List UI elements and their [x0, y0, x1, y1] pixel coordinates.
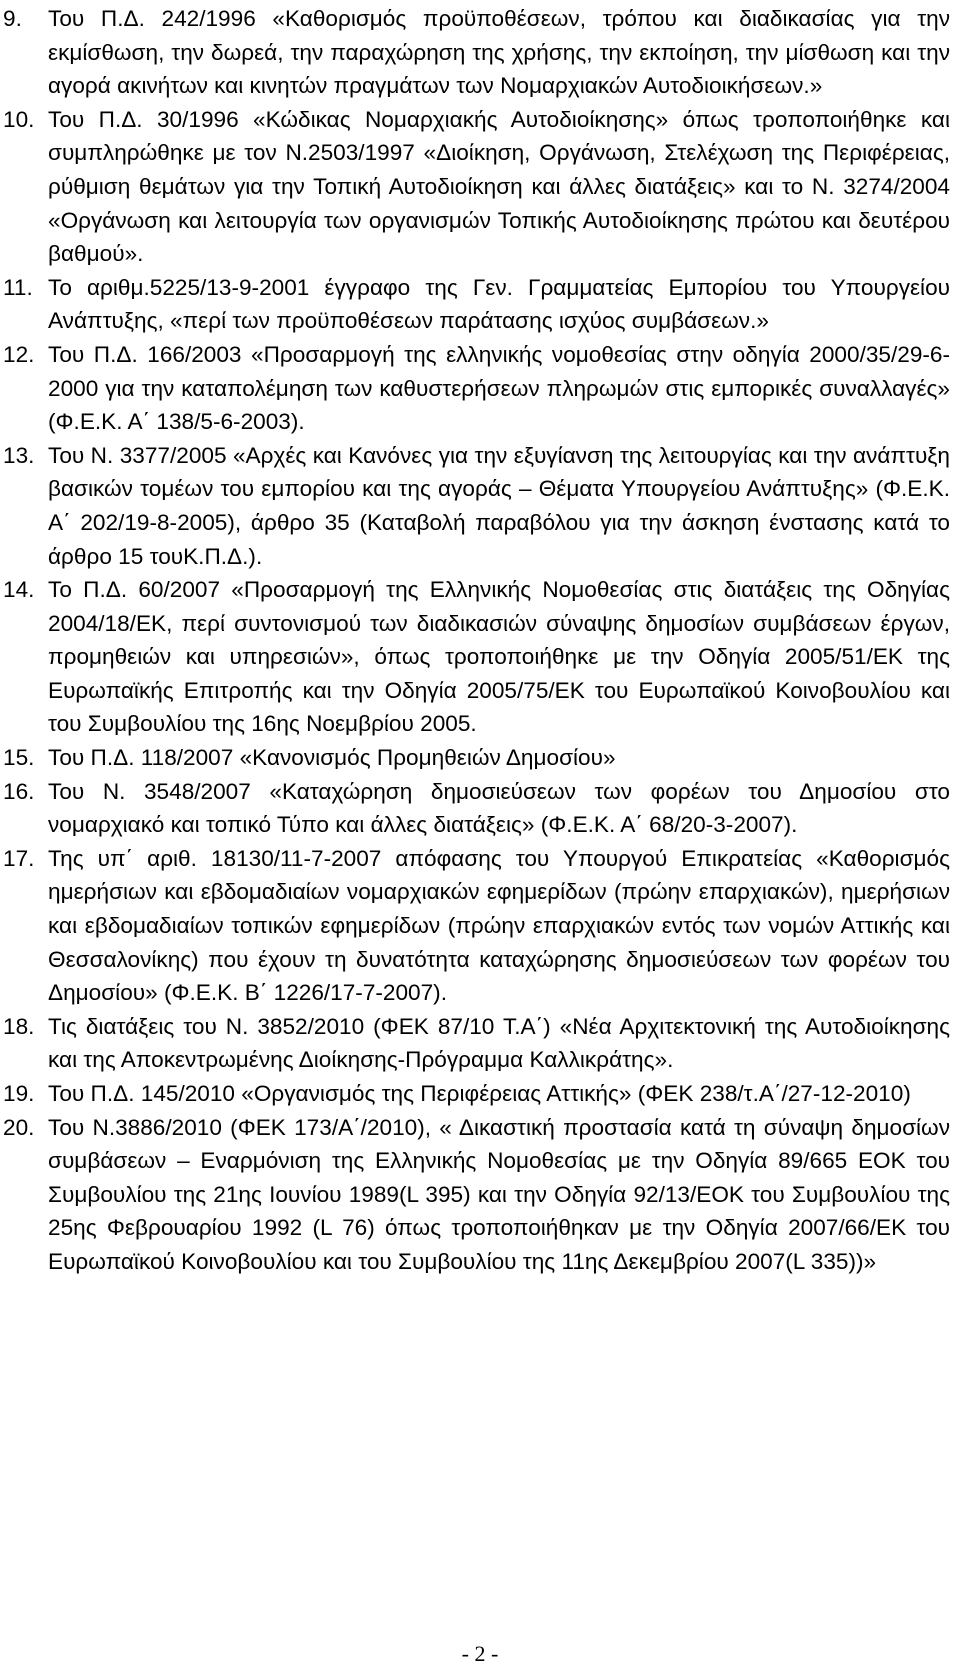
item-text: Το αριθμ.5225/13-9-2001 έγγραφο της Γεν. Γραμματείας Εμπορίου του Υπουργείου Ανάπτυξης, «περί των προϋποθέσεων παράτασης ισχύος συμβάσεων.» [48, 274, 950, 334]
list-item [0, 1111, 960, 1279]
item-number: 13. [3, 442, 35, 468]
item-number: 11. [3, 274, 33, 300]
item-text: Της υπ΄ αριθ. 18130/11-7-2007 απόφασης του Υπουργού Επικρατείας «Καθορισμός ημερήσιων και εβδομαδιαίων νομαρχιακών εφημερίδων (πρώην επαρχιακών), ημερήσιων και εβδομαδιαίων τοπικών εφημερίδων (πρώην επαρχιακών εντός των νομών Αττικής και Θεσσαλονίκης) που έχουν τη δυνατότητα καταχώρησης δημοσιεύσεων των φορέων του Δημοσίου» (Φ.Ε.Κ. Β΄ 1226/17-7-2007). [48, 845, 950, 1006]
item-text: Του Π.Δ. 145/2010 «Οργανισμός της Περιφέρειας Αττικής» (ΦΕΚ 238/τ.Α΄/27-12-2010) [48, 1081, 911, 1106]
item-number: 20. [3, 1114, 35, 1140]
list-item [0, 741, 960, 775]
item-number: 14. [3, 577, 35, 603]
item-number: 17. [3, 845, 35, 871]
item-text: Του Ν. 3377/2005 «Αρχές και Κανόνες για την εξυγίανση της λειτουργίας και την ανάπτυξη βασικών τομέων του εμπορίου και της αγοράς – Θέματα Υπουργείου Ανάπτυξης» (Φ.Ε.Κ. Α΄ 202/19-8-2005), άρθρο 35 (Καταβολή παραβόλου για την άσκηση ένστασης κατά το άρθρο 15 τουΚ.Π.Δ.). [48, 442, 950, 569]
list-item [0, 2, 960, 103]
legal-references-list [0, 2, 960, 1279]
list-item [0, 573, 960, 741]
list-item [0, 338, 960, 439]
page-number: - 2 - [461, 1641, 499, 1666]
item-text: Του Π.Δ. 242/1996 «Καθορισμός προϋποθέσεων, τρόπου και διαδικασίας για την εκμίσθωση, την δωρεά, την παραχώρηση της χρήσης, την εκποίηση, την μίσθωση και την αγορά ακινήτων και κινητών πραγμάτων των Νομαρχιακών Αυτοδιοικήσεων.» [48, 6, 950, 99]
item-number: 16. [3, 778, 35, 804]
list-item [0, 271, 960, 338]
list-item [0, 1010, 960, 1077]
list-item [0, 1077, 960, 1111]
list-item [0, 103, 960, 271]
item-text: Του Ν.3886/2010 (ΦΕΚ 173/Α΄/2010), « Δικαστική προστασία κατά τη σύναψη δημοσίων συμβάσεων – Εναρμόνιση της Ελληνικής Νομοθεσίας με την Οδηγία 89/665 ΕΟΚ του Συμβουλίου της 21ης Ιουνίου 1989(L 395) και την Οδηγία 92/13/ΕΟΚ του Συμβουλίου της 25ης Φεβρουαρίου 1992 (L 76) όπως τροποποιήθηκαν με την Οδηγία 2007/66/ΕΚ του Ευρωπαϊκού Κοινοβουλίου και του Συμβουλίου της 11ης Δεκεμβρίου 2007(L 335))» [48, 1114, 950, 1274]
list-item [0, 842, 960, 1010]
item-number: 10. [3, 106, 35, 132]
item-number: 18. [3, 1013, 35, 1039]
item-text: Του Π.Δ. 118/2007 «Κανονισμός Προμηθειών Δημοσίου» [48, 745, 616, 771]
item-text: Τις διατάξεις του Ν. 3852/2010 (ΦΕΚ 87/10 Τ.Α΄) «Νέα Αρχιτεκτονική της Αυτοδιοίκησης και της Αποκεντρωμένης Διοίκησης-Πρόγραμμα Καλλικράτης». [48, 1013, 950, 1073]
item-number: 9. [3, 6, 22, 31]
item-text: Του Π.Δ. 166/2003 «Προσαρμογή της ελληνικής νομοθεσίας στην οδηγία 2000/35/29-6-2000 για την καταπολέμηση των καθυστερήσεων πληρωμών στις εμπορικές συναλλαγές» (Φ.Ε.Κ. Α΄ 138/5-6-2003). [48, 341, 950, 435]
list-item [0, 775, 960, 842]
item-number: 12. [3, 341, 35, 367]
item-text: Του Ν. 3548/2007 «Καταχώρηση δημοσιεύσεων των φορέων του Δημοσίου στο νομαρχιακό και τοπικό Τύπο και άλλες διατάξεις» (Φ.Ε.Κ. Α΄ 68/20-3-2007). [48, 778, 950, 838]
item-number: 19. [3, 1081, 35, 1106]
list-item [0, 439, 960, 573]
item-text: Το Π.Δ. 60/2007 «Προσαρμογή της Ελληνικής Νομοθεσίας στις διατάξεις της Οδηγίας 2004/18/ΕΚ, περί συντονισμού των διαδικασιών σύναψης δημοσίων συμβάσεων έργων, προμηθειών και υπηρεσιών», όπως τροποποιήθηκε με την Οδηγία 2005/51/ΕΚ της Ευρωπαϊκής Επιτροπής και την Οδηγία 2005/75/ΕΚ του Ευρωπαϊκού Κοινοβουλίου και του Συμβουλίου της 16ης Νοεμβρίου 2005. [48, 577, 950, 737]
item-text: Του Π.Δ. 30/1996 «Κώδικας Νομαρχιακής Αυτοδιοίκησης» όπως τροποποιήθηκε και συμπληρώθηκε με τον Ν.2503/1997 «Διοίκηση, Οργάνωση, Στελέχωση της Περιφέρειας, ρύθμιση θεμάτων για την Τοπική Αυτοδιοίκηση και άλλες διατάξεις» και το Ν. 3274/2004 «Οργάνωση και λειτουργία των οργανισμών Τοπικής Αυτοδιοίκησης πρώτου και δευτέρου βαθμού». [48, 106, 950, 267]
item-number: 15. [3, 745, 35, 771]
